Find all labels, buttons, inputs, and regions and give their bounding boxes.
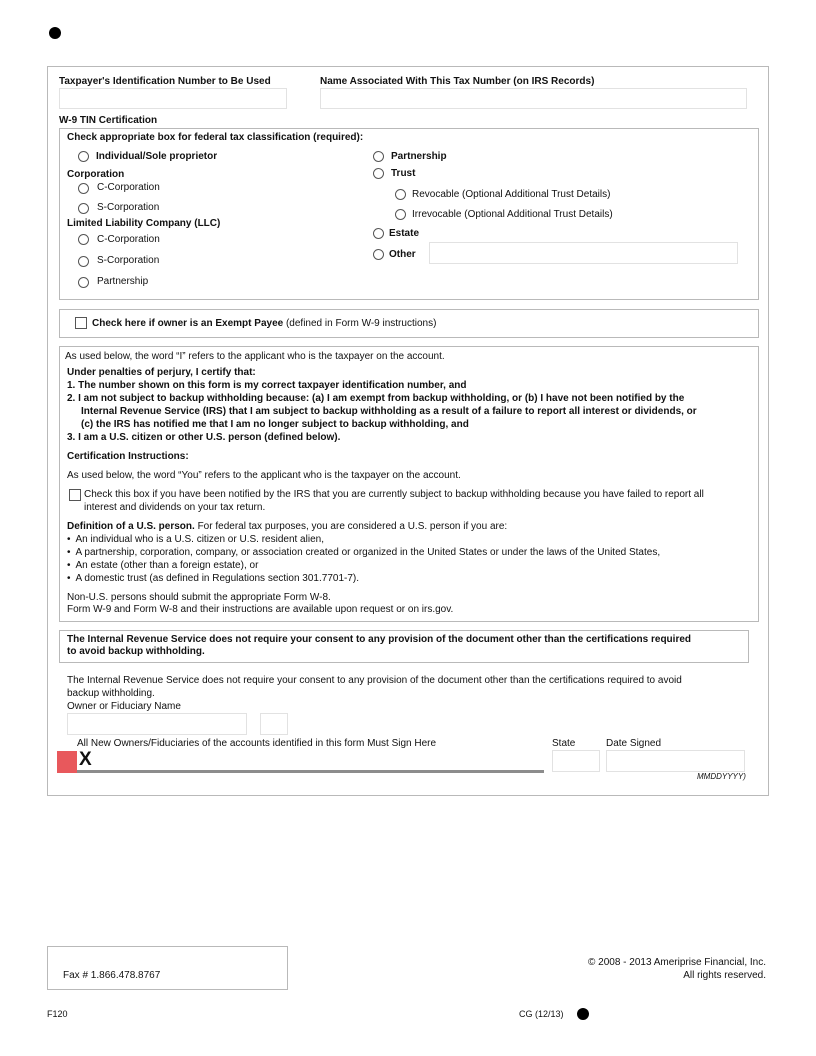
- corporation-label: Corporation: [67, 169, 125, 180]
- exempt-payee-checkbox[interactable]: [75, 317, 87, 329]
- sign-here-flag: [57, 751, 77, 773]
- backup-withholding-text-2: interest and dividends on your tax return.: [84, 502, 266, 513]
- s-corp-label: S-Corporation: [97, 202, 160, 213]
- other-input[interactable]: [429, 242, 738, 264]
- state-input[interactable]: [552, 750, 600, 772]
- c-corp-radio[interactable]: [78, 183, 89, 194]
- date-signed-input[interactable]: [606, 750, 745, 772]
- other-radio[interactable]: [373, 249, 384, 260]
- estate-label: Estate: [389, 228, 420, 239]
- cert-item-2a: 2. I am not subject to backup withholding because: (a) I am exempt from backup withholding, or (b) I have not been notified by the: [67, 393, 685, 404]
- name-label: Name Associated With This Tax Number (on IRS Records): [320, 76, 595, 87]
- irs-consent-line-2: to avoid backup withholding.: [67, 646, 205, 657]
- cert-item-1: 1. The number shown on this form is my correct taxpayer identification number, and: [67, 380, 467, 391]
- backup-withholding-text-1: Check this box if you have been notified by the IRS that you are currently subject to backup withholding because you have failed to report all: [84, 489, 704, 500]
- llc-label: Limited Liability Company (LLC): [67, 218, 221, 229]
- llc-c-corp-radio[interactable]: [78, 234, 89, 245]
- exempt-payee-bold: Check here if owner is an Exempt Payee: [92, 318, 284, 329]
- you-definition: As used below, the word “You” refers to the applicant who is the taxpayer on the account.: [67, 470, 461, 481]
- llc-c-corp-label: C-Corporation: [97, 234, 160, 245]
- state-label: State: [552, 738, 576, 749]
- partnership-label: Partnership: [391, 151, 447, 162]
- tin-label: Taxpayer's Identification Number to Be Used: [59, 76, 271, 87]
- revocable-label: Revocable (Optional Additional Trust Details): [412, 189, 611, 200]
- llc-partnership-label: Partnership: [97, 276, 149, 287]
- owner-name-input[interactable]: [67, 713, 247, 735]
- llc-s-corp-radio[interactable]: [78, 256, 89, 267]
- form-code: CG (12/13): [519, 1009, 564, 1019]
- owner-name-label: Owner or Fiduciary Name: [67, 701, 181, 712]
- forms-availability: Form W-9 and Form W-8 and their instructions are available upon request or on irs.gov.: [67, 604, 454, 615]
- us-person-bullet-4: • A domestic trust (as defined in Regulations section 301.7701-7).: [67, 573, 359, 584]
- classification-instruction: Check appropriate box for federal tax classification (required):: [67, 132, 364, 143]
- non-us-note: Non-U.S. persons should submit the appropriate Form W-8.: [67, 592, 331, 603]
- name-input[interactable]: [320, 88, 747, 109]
- individual-label: Individual/Sole proprietor: [96, 151, 218, 162]
- individual-radio[interactable]: [78, 151, 89, 162]
- cert-instructions-heading: Certification Instructions:: [67, 451, 189, 462]
- cert-item-2b: Internal Revenue Service (IRS) that I am subject to backup withholding as a result of a failure to report all interest or dividends, or: [81, 406, 697, 417]
- registration-mark: [49, 27, 61, 39]
- form-id: F120: [47, 1009, 68, 1019]
- registration-mark-bottom: [577, 1008, 589, 1020]
- irrevocable-label: Irrevocable (Optional Additional Trust Details): [412, 209, 613, 220]
- cert-item-2c: (c) the IRS has notified me that I am no longer subject to backup withholding, and: [81, 419, 469, 430]
- irs-signature-note-2: backup withholding.: [67, 688, 155, 699]
- us-person-bold: Definition of a U.S. person.: [67, 521, 195, 532]
- irrevocable-radio[interactable]: [395, 209, 406, 220]
- sign-here-label: All New Owners/Fiduciaries of the accounts identified in this form Must Sign Here: [77, 738, 437, 749]
- cert-item-3: 3. I am a U.S. citizen or other U.S. person (defined below).: [67, 432, 341, 443]
- llc-s-corp-label: S-Corporation: [97, 255, 160, 266]
- owner-name-extra-field[interactable]: [260, 713, 288, 735]
- us-person-definition: [67, 521, 507, 532]
- backup-withholding-checkbox[interactable]: [69, 489, 81, 501]
- trust-radio[interactable]: [373, 168, 384, 179]
- signature-line[interactable]: [77, 770, 544, 773]
- exempt-payee-label: [92, 318, 436, 329]
- copyright: © 2008 - 2013 Ameriprise Financial, Inc.: [587, 957, 766, 968]
- irs-signature-note-1: The Internal Revenue Service does not require your consent to any provision of the document other than the certifications required to avoid: [67, 675, 682, 686]
- exempt-payee-rest: (defined in Form W-9 instructions): [283, 318, 437, 329]
- signature-x-mark: X: [79, 749, 92, 770]
- partnership-radio[interactable]: [373, 151, 384, 162]
- rights-reserved: All rights reserved.: [683, 970, 766, 981]
- cert-intro: As used below, the word “I” refers to the applicant who is the taxpayer on the account.: [65, 351, 445, 362]
- llc-partnership-radio[interactable]: [78, 277, 89, 288]
- irs-consent-line-1: The Internal Revenue Service does not require your consent to any provision of the document other than the certifications required: [67, 634, 692, 645]
- us-person-bullet-1: • An individual who is a U.S. citizen or U.S. resident alien,: [67, 534, 324, 545]
- us-person-rest: For federal tax purposes, you are considered a U.S. person if you are:: [194, 521, 508, 532]
- us-person-bullet-2: • A partnership, corporation, company, or association created or organized in the United States or under the laws of the United States,: [67, 547, 660, 558]
- c-corp-label: C-Corporation: [97, 182, 160, 193]
- fax-number: Fax # 1.866.478.8767: [63, 970, 161, 981]
- w9-title: W-9 TIN Certification: [59, 115, 158, 126]
- s-corp-radio[interactable]: [78, 203, 89, 214]
- estate-radio[interactable]: [373, 228, 384, 239]
- fax-box: [47, 946, 288, 990]
- date-format-hint: MMDDYYYY): [697, 772, 746, 781]
- perjury-heading: Under penalties of perjury, I certify that:: [67, 367, 256, 378]
- tin-input[interactable]: [59, 88, 287, 109]
- date-signed-label: Date Signed: [606, 738, 662, 749]
- revocable-radio[interactable]: [395, 189, 406, 200]
- other-label: Other: [389, 249, 416, 260]
- trust-label: Trust: [391, 168, 416, 179]
- us-person-bullet-3: • An estate (other than a foreign estate), or: [67, 560, 258, 571]
